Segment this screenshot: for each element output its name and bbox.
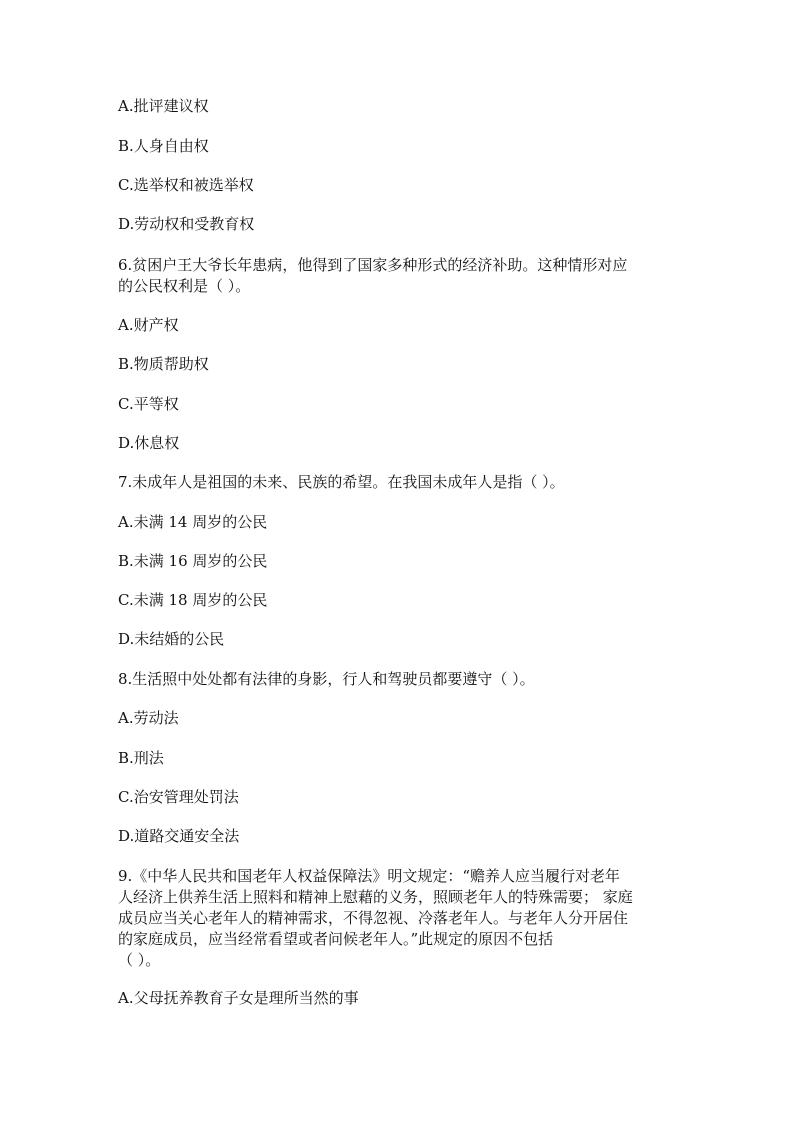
q7-stem: 7.未成年人是祖国的未来、民族的希望。在我国未成年人是指（ ）。 bbox=[118, 473, 565, 491]
q5-option-c: C.选举权和被选举权 bbox=[118, 176, 254, 194]
q8-option-b: B.刑法 bbox=[118, 749, 164, 767]
q6-option-d: D.休息权 bbox=[118, 434, 180, 452]
q9-stem-line-2: 人经济上供养生活上照料和精神上慰藉的义务，照顾老年人的特殊需要； 家庭 bbox=[118, 888, 633, 906]
q8-stem: 8.生活照中处处都有法律的身影，行人和驾驶员都要遵守（ ）。 bbox=[118, 670, 535, 688]
q8-option-d: D.道路交通安全法 bbox=[118, 827, 240, 845]
q7-option-c: C.未满 18 周岁的公民 bbox=[118, 591, 268, 609]
q6-option-b: B.物质帮助权 bbox=[118, 355, 209, 373]
q7-option-b: B.未满 16 周岁的公民 bbox=[118, 552, 268, 570]
q6-stem-line-2: 的公民权利是（ ）。 bbox=[118, 277, 251, 295]
q6-option-a: A.财产权 bbox=[118, 316, 179, 334]
q7-option-a: A.未满 14 周岁的公民 bbox=[118, 513, 268, 531]
q5-option-d: D.劳动权和受教育权 bbox=[118, 215, 255, 233]
q9-option-a: A.父母抚养教育子女是理所当然的事 bbox=[118, 989, 359, 1007]
q9-stem-line-5: （ ）。 bbox=[118, 951, 161, 969]
q8-option-c: C.治安管理处罚法 bbox=[118, 788, 239, 806]
q9-stem-line-3: 成员应当关心老年人的精神需求，不得忽视、冷落老年人。与老年人分开居住 bbox=[118, 909, 629, 927]
q8-option-a: A.劳动法 bbox=[118, 709, 179, 727]
q9-stem-line-4: 的家庭成员，应当经常看望或者问候老年人。”此规定的原因不包括 bbox=[118, 930, 554, 948]
q7-option-d: D.未结婚的公民 bbox=[118, 630, 225, 648]
q6-option-c: C.平等权 bbox=[118, 395, 179, 413]
q5-option-a: A.批评建议权 bbox=[118, 97, 209, 115]
q6-stem-line-1: 6.贫困户王大爷长年患病，他得到了国家多种形式的经济补助。这种情形对应 bbox=[118, 256, 628, 274]
q9-stem-line-1: 9.《中华人民共和国老年人权益保障法》明文规定：“赡养人应当履行对老年 bbox=[118, 867, 620, 885]
q5-option-b: B.人身自由权 bbox=[118, 137, 209, 155]
